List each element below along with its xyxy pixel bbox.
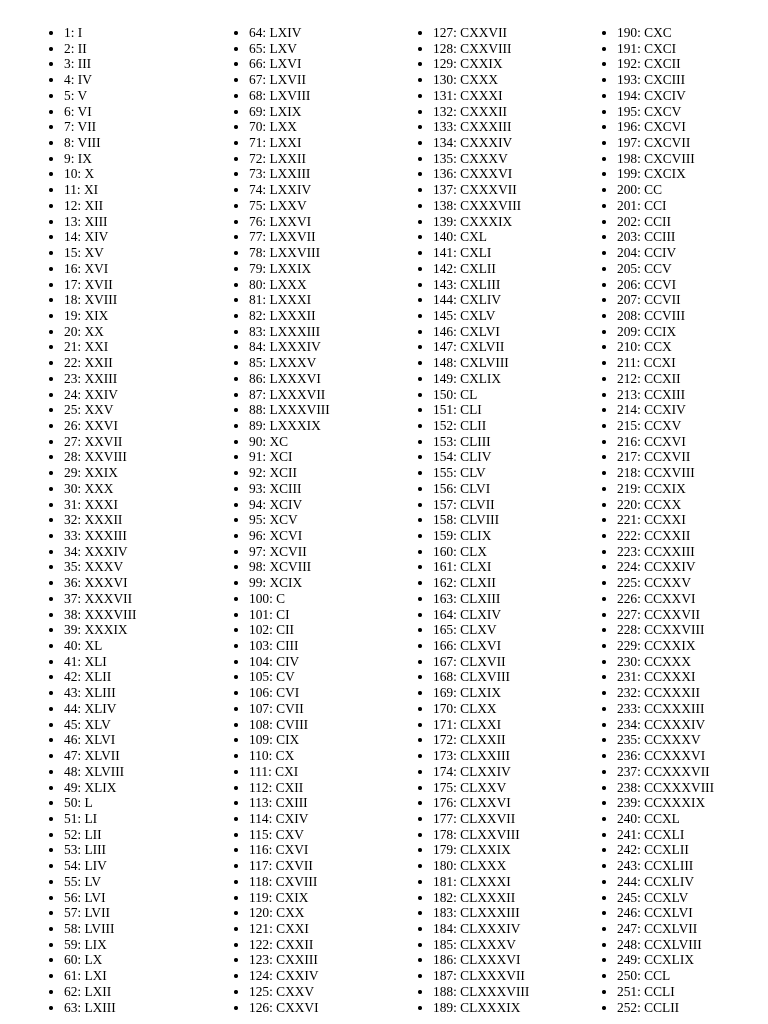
numeral-list-column-2 xyxy=(249,25,330,1015)
list-item: • 103: CIII xyxy=(249,638,330,654)
list-item: • 107: CVII xyxy=(249,701,330,717)
list-item: • 88: LXXXVIII xyxy=(249,402,330,418)
list-item: • 62: LXII xyxy=(64,984,137,1000)
list-item: • 48: XLVIII xyxy=(64,764,137,780)
list-item: • 70: LXX xyxy=(249,119,330,135)
list-item: • 27: XXVII xyxy=(64,434,137,450)
list-item: • 80: LXXX xyxy=(249,277,330,293)
list-item: • 195: CXCV xyxy=(617,104,714,120)
list-item: • 152: CLII xyxy=(433,418,529,434)
list-item: • 110: CX xyxy=(249,748,330,764)
list-item: • 215: CCXV xyxy=(617,418,714,434)
list-item: • 64: LXIV xyxy=(249,25,330,41)
numeral-list-column-1 xyxy=(64,25,137,1015)
list-item: • 51: LI xyxy=(64,811,137,827)
list-item: • 160: CLX xyxy=(433,544,529,560)
list-item: • 232: CCXXXII xyxy=(617,685,714,701)
list-item: • 4: IV xyxy=(64,72,137,88)
list-item: • 92: XCII xyxy=(249,465,330,481)
list-item: • 241: CCXLI xyxy=(617,827,714,843)
list-item: • 171: CLXXI xyxy=(433,717,529,733)
list-item: • 24: XXIV xyxy=(64,387,137,403)
list-item: • 42: XLII xyxy=(64,669,137,685)
list-item: • 181: CLXXXI xyxy=(433,874,529,890)
list-item: • 252: CCLII xyxy=(617,1000,714,1016)
list-item: • 158: CLVIII xyxy=(433,512,529,528)
list-item: • 131: CXXXI xyxy=(433,88,529,104)
list-item: • 13: XIII xyxy=(64,214,137,230)
list-item: • 12: XII xyxy=(64,198,137,214)
list-item: • 182: CLXXXII xyxy=(433,890,529,906)
list-item: • 66: LXVI xyxy=(249,56,330,72)
numeral-list-column-4 xyxy=(617,25,714,1015)
list-item: • 109: CIX xyxy=(249,732,330,748)
list-item: • 199: CXCIX xyxy=(617,166,714,182)
list-item: • 22: XXII xyxy=(64,355,137,371)
list-item: • 50: L xyxy=(64,795,137,811)
list-item: • 194: CXCIV xyxy=(617,88,714,104)
list-item: • 184: CLXXXIV xyxy=(433,921,529,937)
list-item: • 38: XXXVIII xyxy=(64,607,137,623)
list-item: • 74: LXXIV xyxy=(249,182,330,198)
list-item: • 192: CXCII xyxy=(617,56,714,72)
list-item: • 102: CII xyxy=(249,622,330,638)
list-item: • 3: III xyxy=(64,56,137,72)
list-item: • 134: CXXXIV xyxy=(433,135,529,151)
list-item: • 122: CXXII xyxy=(249,937,330,953)
list-item: • 250: CCL xyxy=(617,968,714,984)
list-item: • 188: CLXXXVIII xyxy=(433,984,529,1000)
list-item: • 105: CV xyxy=(249,669,330,685)
list-item: • 211: CCXI xyxy=(617,355,714,371)
list-item: • 193: CXCIII xyxy=(617,72,714,88)
list-item: • 186: CLXXXVI xyxy=(433,952,529,968)
list-item: • 120: CXX xyxy=(249,905,330,921)
list-item: • 67: LXVII xyxy=(249,72,330,88)
list-item: • 81: LXXXI xyxy=(249,292,330,308)
list-item: • 60: LX xyxy=(64,952,137,968)
list-item: • 53: LIII xyxy=(64,842,137,858)
list-item: • 56: LVI xyxy=(64,890,137,906)
list-item: • 240: CCXL xyxy=(617,811,714,827)
list-item: • 183: CLXXXIII xyxy=(433,905,529,921)
list-item: • 213: CCXIII xyxy=(617,387,714,403)
list-item: • 35: XXXV xyxy=(64,559,137,575)
list-item: • 99: XCIX xyxy=(249,575,330,591)
list-item: • 165: CLXV xyxy=(433,622,529,638)
list-item: • 128: CXXVIII xyxy=(433,41,529,57)
list-item: • 217: CCXVII xyxy=(617,449,714,465)
list-item: • 154: CLIV xyxy=(433,449,529,465)
list-item: • 57: LVII xyxy=(64,905,137,921)
list-item: • 25: XXV xyxy=(64,402,137,418)
list-item: • 178: CLXXVIII xyxy=(433,827,529,843)
list-item: • 139: CXXXIX xyxy=(433,214,529,230)
list-item: • 116: CXVI xyxy=(249,842,330,858)
list-item: • 231: CCXXXI xyxy=(617,669,714,685)
list-item: • 1: I xyxy=(64,25,137,41)
list-item: • 202: CCII xyxy=(617,214,714,230)
list-item: • 148: CXLVIII xyxy=(433,355,529,371)
list-item: • 157: CLVII xyxy=(433,497,529,513)
list-item: • 5: V xyxy=(64,88,137,104)
list-item: • 173: CLXXIII xyxy=(433,748,529,764)
list-item: • 9: IX xyxy=(64,151,137,167)
list-item: • 167: CLXVII xyxy=(433,654,529,670)
list-item: • 239: CCXXXIX xyxy=(617,795,714,811)
list-item: • 14: XIV xyxy=(64,229,137,245)
list-item: • 201: CCI xyxy=(617,198,714,214)
list-item: • 11: XI xyxy=(64,182,137,198)
list-item: • 91: XCI xyxy=(249,449,330,465)
list-item: • 243: CCXLIII xyxy=(617,858,714,874)
list-item: • 226: CCXXVI xyxy=(617,591,714,607)
list-item: • 2: II xyxy=(64,41,137,57)
list-item: • 28: XXVIII xyxy=(64,449,137,465)
list-item: • 21: XXI xyxy=(64,339,137,355)
list-item: • 141: CXLI xyxy=(433,245,529,261)
list-item: • 32: XXXII xyxy=(64,512,137,528)
list-item: • 19: XIX xyxy=(64,308,137,324)
list-item: • 210: CCX xyxy=(617,339,714,355)
list-item: • 124: CXXIV xyxy=(249,968,330,984)
list-item: • 54: LIV xyxy=(64,858,137,874)
list-item: • 86: LXXXVI xyxy=(249,371,330,387)
list-item: • 15: XV xyxy=(64,245,137,261)
list-item: • 234: CCXXXIV xyxy=(617,717,714,733)
list-item: • 168: CLXVIII xyxy=(433,669,529,685)
list-item: • 156: CLVI xyxy=(433,481,529,497)
list-item: • 59: LIX xyxy=(64,937,137,953)
list-item: • 71: LXXI xyxy=(249,135,330,151)
list-item: • 197: CXCVII xyxy=(617,135,714,151)
list-item: • 73: LXXIII xyxy=(249,166,330,182)
list-item: • 72: LXXII xyxy=(249,151,330,167)
numeral-list-column-3 xyxy=(433,25,529,1015)
list-item: • 242: CCXLII xyxy=(617,842,714,858)
list-item: • 94: XCIV xyxy=(249,497,330,513)
list-item: • 230: CCXXX xyxy=(617,654,714,670)
list-item: • 47: XLVII xyxy=(64,748,137,764)
list-item: • 7: VII xyxy=(64,119,137,135)
list-item: • 222: CCXXII xyxy=(617,528,714,544)
list-item: • 117: CXVII xyxy=(249,858,330,874)
list-item: • 8: VIII xyxy=(64,135,137,151)
list-item: • 170: CLXX xyxy=(433,701,529,717)
list-item: • 179: CLXXIX xyxy=(433,842,529,858)
list-item: • 127: CXXVII xyxy=(433,25,529,41)
list-item: • 174: CLXXIV xyxy=(433,764,529,780)
list-item: • 189: CLXXXIX xyxy=(433,1000,529,1016)
list-item: • 79: LXXIX xyxy=(249,261,330,277)
list-item: • 26: XXVI xyxy=(64,418,137,434)
list-item: • 218: CCXVIII xyxy=(617,465,714,481)
list-item: • 16: XVI xyxy=(64,261,137,277)
list-item: • 164: CLXIV xyxy=(433,607,529,623)
list-item: • 93: XCIII xyxy=(249,481,330,497)
list-item: • 20: XX xyxy=(64,324,137,340)
list-item: • 149: CXLIX xyxy=(433,371,529,387)
list-item: • 150: CL xyxy=(433,387,529,403)
list-item: • 76: LXXVI xyxy=(249,214,330,230)
list-item: • 212: CCXII xyxy=(617,371,714,387)
list-item: • 6: VI xyxy=(64,104,137,120)
list-item: • 175: CLXXV xyxy=(433,780,529,796)
list-item: • 85: LXXXV xyxy=(249,355,330,371)
list-item: • 126: CXXVI xyxy=(249,1000,330,1016)
list-item: • 172: CLXXII xyxy=(433,732,529,748)
list-item: • 96: XCVI xyxy=(249,528,330,544)
list-item: • 147: CXLVII xyxy=(433,339,529,355)
list-item: • 34: XXXIV xyxy=(64,544,137,560)
list-item: • 17: XVII xyxy=(64,277,137,293)
list-item: • 229: CCXXIX xyxy=(617,638,714,654)
list-item: • 136: CXXXVI xyxy=(433,166,529,182)
list-item: • 135: CXXXV xyxy=(433,151,529,167)
list-item: • 84: LXXXIV xyxy=(249,339,330,355)
list-item: • 209: CCIX xyxy=(617,324,714,340)
list-item: • 143: CXLIII xyxy=(433,277,529,293)
list-item: • 44: XLIV xyxy=(64,701,137,717)
list-item: • 246: CCXLVI xyxy=(617,905,714,921)
list-item: • 130: CXXX xyxy=(433,72,529,88)
list-item: • 233: CCXXXIII xyxy=(617,701,714,717)
list-item: • 251: CCLI xyxy=(617,984,714,1000)
list-item: • 155: CLV xyxy=(433,465,529,481)
list-item: • 236: CCXXXVI xyxy=(617,748,714,764)
list-item: • 159: CLIX xyxy=(433,528,529,544)
list-item: • 144: CXLIV xyxy=(433,292,529,308)
list-item: • 224: CCXXIV xyxy=(617,559,714,575)
list-item: • 227: CCXXVII xyxy=(617,607,714,623)
list-item: • 100: C xyxy=(249,591,330,607)
list-item: • 247: CCXLVII xyxy=(617,921,714,937)
list-item: • 37: XXXVII xyxy=(64,591,137,607)
list-item: • 214: CCXIV xyxy=(617,402,714,418)
list-item: • 45: XLV xyxy=(64,717,137,733)
list-item: • 101: CI xyxy=(249,607,330,623)
list-item: • 187: CLXXXVII xyxy=(433,968,529,984)
list-item: • 180: CLXXX xyxy=(433,858,529,874)
list-item: • 43: XLIII xyxy=(64,685,137,701)
list-item: • 30: XXX xyxy=(64,481,137,497)
list-item: • 113: CXIII xyxy=(249,795,330,811)
list-item: • 41: XLI xyxy=(64,654,137,670)
list-item: • 23: XXIII xyxy=(64,371,137,387)
list-item: • 204: CCIV xyxy=(617,245,714,261)
list-item: • 98: XCVIII xyxy=(249,559,330,575)
list-item: • 106: CVI xyxy=(249,685,330,701)
list-item: • 206: CCVI xyxy=(617,277,714,293)
list-item: • 75: LXXV xyxy=(249,198,330,214)
list-item: • 203: CCIII xyxy=(617,229,714,245)
list-item: • 196: CXCVI xyxy=(617,119,714,135)
list-item: • 238: CCXXXVIII xyxy=(617,780,714,796)
list-item: • 118: CXVIII xyxy=(249,874,330,890)
list-item: • 33: XXXIII xyxy=(64,528,137,544)
list-item: • 114: CXIV xyxy=(249,811,330,827)
list-item: • 95: XCV xyxy=(249,512,330,528)
list-item: • 185: CLXXXV xyxy=(433,937,529,953)
list-item: • 166: CLXVI xyxy=(433,638,529,654)
list-item: • 221: CCXXI xyxy=(617,512,714,528)
list-item: • 49: XLIX xyxy=(64,780,137,796)
list-item: • 162: CLXII xyxy=(433,575,529,591)
list-item: • 68: LXVIII xyxy=(249,88,330,104)
list-item: • 142: CXLII xyxy=(433,261,529,277)
list-item: • 55: LV xyxy=(64,874,137,890)
list-item: • 177: CLXXVII xyxy=(433,811,529,827)
list-item: • 63: LXIII xyxy=(64,1000,137,1016)
list-item: • 111: CXI xyxy=(249,764,330,780)
list-item: • 65: LXV xyxy=(249,41,330,57)
list-item: • 176: CLXXVI xyxy=(433,795,529,811)
list-item: • 61: LXI xyxy=(64,968,137,984)
list-item: • 145: CXLV xyxy=(433,308,529,324)
list-item: • 31: XXXI xyxy=(64,497,137,513)
list-item: • 223: CCXXIII xyxy=(617,544,714,560)
list-item: • 46: XLVI xyxy=(64,732,137,748)
list-item: • 36: XXXVI xyxy=(64,575,137,591)
list-item: • 198: CXCVIII xyxy=(617,151,714,167)
list-item: • 125: CXXV xyxy=(249,984,330,1000)
list-item: • 138: CXXXVIII xyxy=(433,198,529,214)
list-item: • 132: CXXXII xyxy=(433,104,529,120)
list-item: • 112: CXII xyxy=(249,780,330,796)
list-item: • 69: LXIX xyxy=(249,104,330,120)
list-item: • 190: CXC xyxy=(617,25,714,41)
list-item: • 83: LXXXIII xyxy=(249,324,330,340)
list-item: • 219: CCXIX xyxy=(617,481,714,497)
list-item: • 97: XCVII xyxy=(249,544,330,560)
list-item: • 39: XXXIX xyxy=(64,622,137,638)
list-item: • 82: LXXXII xyxy=(249,308,330,324)
list-item: • 228: CCXXVIII xyxy=(617,622,714,638)
list-item: • 121: CXXI xyxy=(249,921,330,937)
list-item: • 58: LVIII xyxy=(64,921,137,937)
list-item: • 10: X xyxy=(64,166,137,182)
list-item: • 137: CXXXVII xyxy=(433,182,529,198)
list-item: • 146: CXLVI xyxy=(433,324,529,340)
list-item: • 77: LXXVII xyxy=(249,229,330,245)
list-item: • 248: CCXLVIII xyxy=(617,937,714,953)
list-item: • 161: CLXI xyxy=(433,559,529,575)
list-item: • 200: CC xyxy=(617,182,714,198)
list-item: • 18: XVIII xyxy=(64,292,137,308)
list-item: • 52: LII xyxy=(64,827,137,843)
list-item: • 244: CCXLIV xyxy=(617,874,714,890)
list-item: • 245: CCXLV xyxy=(617,890,714,906)
list-item: • 104: CIV xyxy=(249,654,330,670)
list-item: • 225: CCXXV xyxy=(617,575,714,591)
list-item: • 40: XL xyxy=(64,638,137,654)
list-item: • 208: CCVIII xyxy=(617,308,714,324)
list-item: • 169: CLXIX xyxy=(433,685,529,701)
list-item: • 133: CXXXIII xyxy=(433,119,529,135)
list-item: • 153: CLIII xyxy=(433,434,529,450)
list-item: • 89: LXXXIX xyxy=(249,418,330,434)
list-item: • 87: LXXXVII xyxy=(249,387,330,403)
list-item: • 115: CXV xyxy=(249,827,330,843)
list-item: • 129: CXXIX xyxy=(433,56,529,72)
list-item: • 207: CCVII xyxy=(617,292,714,308)
list-item: • 237: CCXXXVII xyxy=(617,764,714,780)
list-item: • 78: LXXVIII xyxy=(249,245,330,261)
list-item: • 123: CXXIII xyxy=(249,952,330,968)
list-item: • 140: CXL xyxy=(433,229,529,245)
list-item: • 29: XXIX xyxy=(64,465,137,481)
list-item: • 235: CCXXXV xyxy=(617,732,714,748)
list-item: • 220: CCXX xyxy=(617,497,714,513)
list-item: • 205: CCV xyxy=(617,261,714,277)
list-item: • 108: CVIII xyxy=(249,717,330,733)
list-item: • 249: CCXLIX xyxy=(617,952,714,968)
list-item: • 163: CLXIII xyxy=(433,591,529,607)
list-item: • 119: CXIX xyxy=(249,890,330,906)
list-item: • 151: CLI xyxy=(433,402,529,418)
list-item: • 191: CXCI xyxy=(617,41,714,57)
list-item: • 90: XC xyxy=(249,434,330,450)
list-item: • 216: CCXVI xyxy=(617,434,714,450)
